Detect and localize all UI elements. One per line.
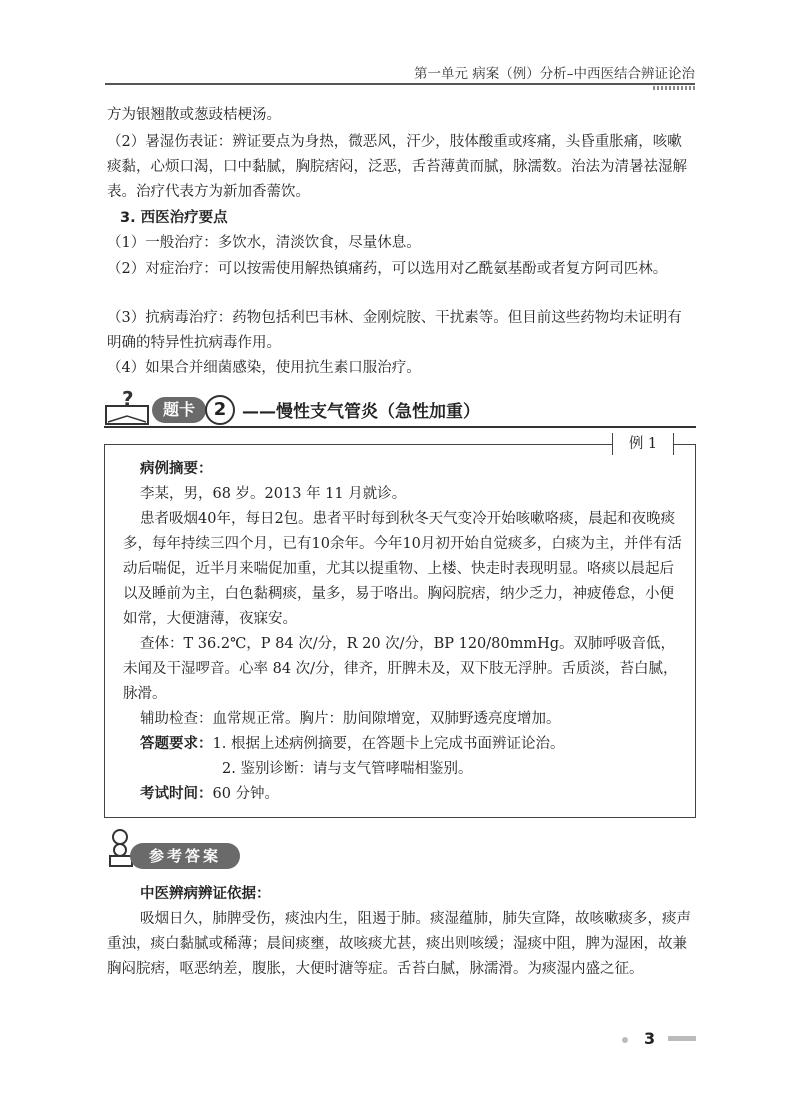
case-requirements — [140, 732, 686, 757]
question-card-title: ——慢性支气管炎（急性加重） — [242, 402, 480, 422]
page-bar — [668, 1036, 696, 1041]
requirements-label: 答题要求： — [140, 736, 213, 752]
case-aux: 辅助检查：血常规正常。胸片：肋间隙增宽，双肺野透亮度增加。 — [140, 711, 561, 727]
treatment-2: （2）对症治疗：可以按需使用解热镇痛药，可以选用对乙酰氨基酚或者复方阿司匹林。 — [107, 261, 668, 277]
case-exam: 查体：T 36.2℃，P 84 次/分，R 20 次/分，BP 120/80mmHg。双肺呼吸音低，未闻及干湿啰音。心率 84 次/分，律齐，肝脾未及，双下肢无浮肿。舌质淡，苔白腻，脉滑。 — [123, 636, 678, 702]
reference-text: 吸烟日久，肺脾受伤，痰浊内生，阻遏于肺。痰湿蕴肺，肺失宣降，故咳嗽痰多，痰声重浊，痰白黏腻或稀薄；晨间痰壅，故咳痰尤甚，痰出则咳缓；湿痰中阻，脾为湿困，故兼胸闷脘痞，呕恶纳差，腹胀，大便时溏等症。舌苔白腻，脉濡滑。为痰湿内盛之征。 — [107, 911, 691, 977]
question-card-label: 题卡 — [152, 397, 206, 423]
requirement-1: 1. 根据上述病例摘要，在答题卡上完成书面辨证论治。 — [212, 736, 565, 752]
treatment-3: （3）抗病毒治疗：药物包括利巴韦林、金刚烷胺、干扰素等。但目前这些药物均未证明有明确的特异性抗病毒作用。 — [107, 310, 682, 351]
page-dot — [622, 1037, 628, 1043]
case-number-tag: 例 1 — [612, 433, 674, 455]
question-card-number: 2 — [205, 395, 235, 425]
requirement-2: 2. 鉴别诊断：请与支气管哮喘相鉴别。 — [222, 761, 473, 777]
header-rule — [105, 83, 695, 85]
exam-time-label: 考试时间： — [140, 786, 213, 802]
case-summary-label: 病例摘要： — [140, 461, 213, 477]
treatment-4: （4）如果合并细菌感染，使用抗生素口服治疗。 — [107, 360, 421, 376]
running-header: 第一单元 病案（例）分析–中西医结合辨证论治 — [413, 66, 695, 82]
exam-time-value: 60 分钟。 — [212, 786, 280, 802]
header-dots — [653, 86, 695, 90]
svg-text:?: ? — [122, 387, 134, 411]
book-question-icon — [104, 384, 150, 426]
section-western-treatment: 3. 西医治疗要点 — [120, 210, 228, 226]
paragraph-summer-damp: （2）暑湿伤表证：辨证要点为身热，微恶风，汗少，肢体酸重或疼痛，头昏重胀痛，咳嗽痰黏，心烦口渴，口中黏腻，胸脘痞闷，泛恶，舌苔薄黄而腻，脉濡数。治法为清暑祛湿解表。治疗代表方为新加香薷饮。 — [107, 134, 687, 200]
card-underline — [104, 426, 696, 428]
paragraph-formula: 方为银翘散或葱豉桔梗汤。 — [107, 107, 281, 123]
reference-answer-banner: 参考答案 — [130, 843, 240, 869]
case-patient: 李某，男，68 岁。2013 年 11 月就诊。 — [140, 486, 407, 502]
reference-label: 中医辨病辨证依据： — [140, 886, 271, 902]
page-number: 3 — [644, 1029, 656, 1048]
case-history: 患者吸烟40年，每日2包。患者平时每到秋冬天气变冷开始咳嗽咯痰，晨起和夜晚痰多，每年持续三四个月，已有10余年。今年10月初开始自觉痰多，白痰为主，并伴有活动后喘促，近半月来喘促加重，尤其以提重物、上楼、快走时表现明显。咯痰以晨起后以及睡前为主，白色黏稠痰，量多，易于咯出。胸闷脘痞，纳少乏力，神疲倦怠，小便如常，大便溏薄，夜寐安。 — [123, 511, 682, 627]
exam-time — [140, 782, 686, 807]
treatment-1: （1）一般治疗：多饮水，清淡饮食，尽量休息。 — [107, 235, 421, 251]
